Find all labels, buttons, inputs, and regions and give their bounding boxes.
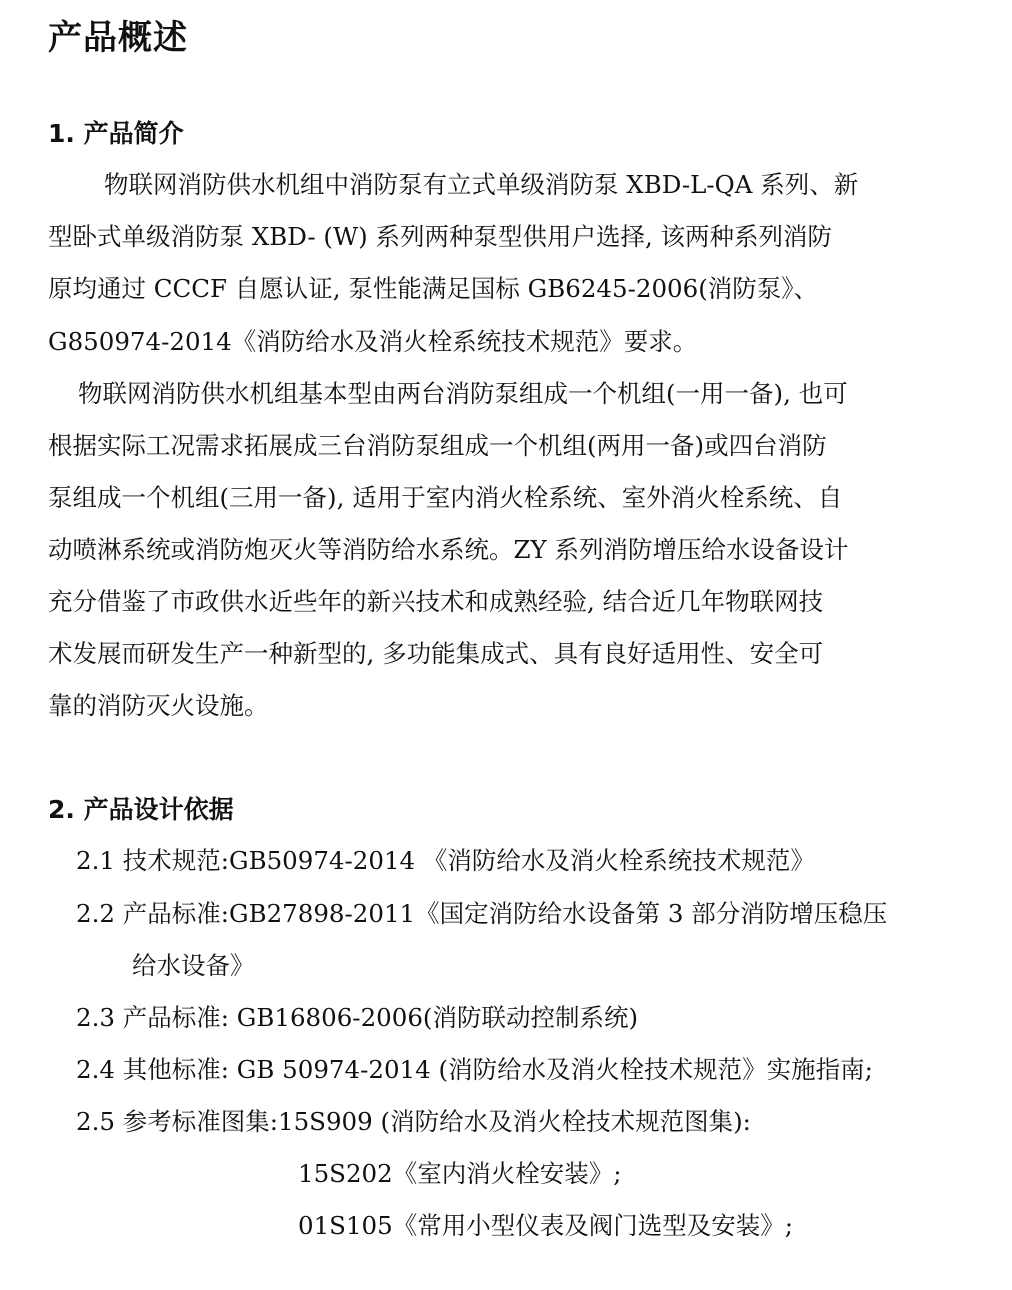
list-item-continuation: 给水设备》 [132, 951, 255, 980]
paragraph-line: 靠的消防灭火设施。 [48, 691, 269, 720]
paragraph-line: 根据实际工况需求拓展成三台消防泵组成一个机组(两用一备)或四台消防 [48, 431, 827, 460]
list-item: 2.2 产品标准:GB27898-2011《国定消防给水设备第 3 部分消防增压稳压 [76, 899, 888, 928]
page-title: 产品概述 [48, 18, 188, 58]
list-item: 2.3 产品标准: GB16806-2006(消防联动控制系统) [76, 1003, 639, 1032]
section-heading-design-basis: 2. 产品设计依据 [48, 795, 234, 824]
paragraph-line: 原均通过 CCCF 自愿认证, 泵性能满足国标 GB6245-2006(消防泵》、 [48, 274, 819, 303]
list-sub-item: 15S202《室内消火栓安装》; [298, 1159, 622, 1188]
list-item: 2.1 技术规范:GB50974-2014 《消防给水及消火栓系统技术规范》 [76, 846, 815, 875]
paragraph-line: 泵组成一个机组(三用一备), 适用于室内消火栓系统、室外消火栓系统、自 [48, 483, 843, 512]
paragraph-line: 型卧式单级消防泵 XBD- (W) 系列两种泵型供用户选择, 该两种系列消防 [48, 222, 833, 251]
paragraph-line: 充分借鉴了市政供水近些年的新兴技术和成熟经验, 结合近几年物联网技 [48, 587, 824, 616]
paragraph-line: 物联网消防供水机组中消防泵有立式单级消防泵 XBD-L-QA 系列、新 [104, 170, 859, 199]
paragraph-line: 术发展而研发生产一种新型的, 多功能集成式、具有良好适用性、安全可 [48, 639, 824, 668]
list-item: 2.4 其他标准: GB 50974-2014 (消防给水及消火栓技术规范》实施指南; [76, 1055, 873, 1084]
paragraph-line: 动喷淋系统或消防炮灭火等消防给水系统。ZY 系列消防增压给水设备设计 [48, 535, 849, 564]
section-heading-product-intro: 1. 产品简介 [48, 119, 184, 148]
list-sub-item: 01S105《常用小型仪表及阀门选型及安装》; [298, 1211, 793, 1240]
paragraph-line: G850974-2014《消防给水及消火栓系统技术规范》要求。 [48, 327, 698, 356]
paragraph-line: 物联网消防供水机组基本型由两台消防泵组成一个机组(一用一备), 也可 [78, 379, 848, 408]
list-item: 2.5 参考标准图集:15S909 (消防给水及消火栓技术规范图集): [76, 1107, 751, 1136]
